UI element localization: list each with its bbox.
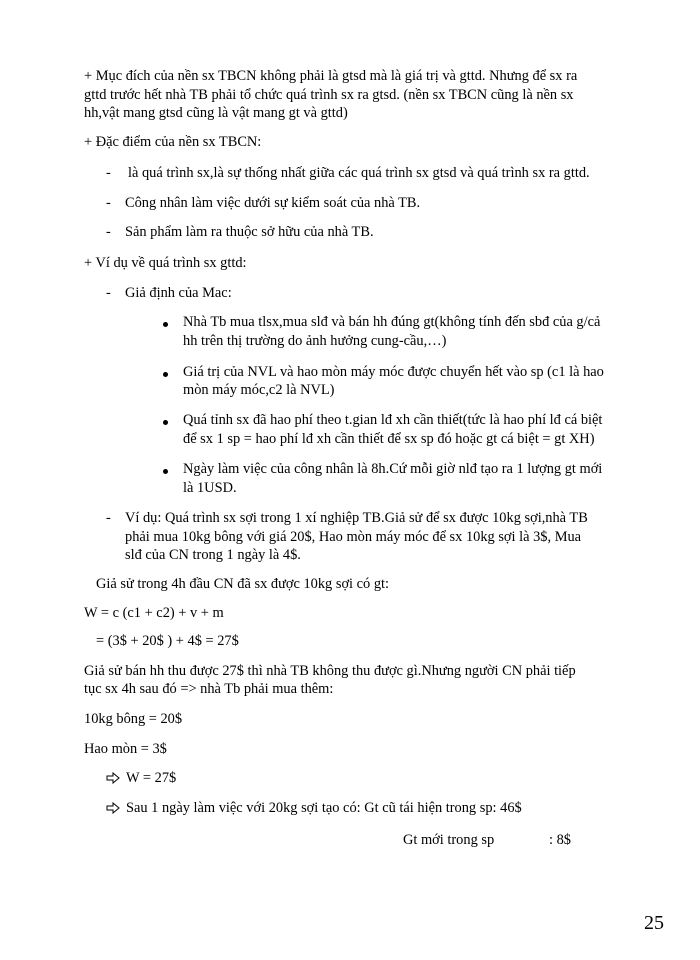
- bullet-icon: [163, 372, 168, 377]
- text-line: Hao mòn = 3$: [84, 741, 167, 757]
- bullet-icon: [163, 420, 168, 425]
- text-line: hh,vật mang gtsd cũng là vật mang gt và gttd): [84, 105, 348, 121]
- bullet-text: Giá trị của NVL và hao mòn máy móc được chuyển hết vào sp (c1 là hao: [183, 364, 604, 380]
- text-line: Sau 1 ngày làm việc với 20kg sợi tạo có: Gt cũ tái hiện trong sp: 46$: [126, 800, 522, 816]
- dash-marker: -: [106, 195, 111, 211]
- dash-marker: -: [106, 224, 111, 240]
- text-line: Gt mới trong sp: [403, 832, 495, 848]
- text-line: 10kg bông = 20$: [84, 711, 183, 727]
- list-item: là quá trình sx,là sự thống nhất giữa các quá trình sx gtsd và quá trình sx ra gttd.: [128, 165, 590, 181]
- bullet-text: Nhà Tb mua tlsx,mua slđ và bán hh đúng gt(không tính đến sbđ của g/cả: [183, 314, 601, 330]
- bullet-text: hh trên thị trường do ảnh hưởng cung-cầu,…): [183, 333, 447, 349]
- example-text: Ví dụ: Quá trình sx sợi trong 1 xí nghiệp TB.Giả sử để sx được 10kg sợi,nhà TB: [125, 510, 588, 526]
- bullet-text: mòn máy móc,c2 là NVL): [183, 382, 335, 398]
- text-line: Giả sử trong 4h đầu CN đã sx được 10kg sợi có gt:: [96, 576, 390, 592]
- example-text: phải mua 10kg bông với giá 20$, Hao mòn máy móc để sx 10kg sợi là 3$, Mua: [125, 529, 582, 545]
- arrow-right-icon: [106, 772, 120, 784]
- list-item: Sản phẩm làm ra thuộc sở hữu của nhà TB.: [125, 224, 374, 240]
- dash-marker: -: [106, 510, 111, 526]
- bullet-icon: [163, 322, 168, 327]
- page-number: 25: [644, 912, 664, 934]
- value: : 8$: [549, 832, 571, 848]
- text-line: W = 27$: [126, 770, 177, 786]
- formula: W = c (c1 + c2) + v + m: [84, 605, 224, 621]
- section-heading: + Ví dụ về quá trình sx gttd:: [84, 255, 247, 271]
- bullet-text: Ngày làm việc của công nhân là 8h.Cứ mỗi giờ nlđ tạo ra 1 lượng gt mới: [183, 461, 603, 477]
- section-heading: + Đặc điểm của nền sx TBCN:: [84, 134, 262, 150]
- formula-values: = (3$ + 20$ ) + 4$ = 27$: [96, 633, 239, 649]
- list-item: Giả định của Mac:: [125, 285, 232, 301]
- dash-marker: -: [106, 165, 111, 181]
- example-text: slđ của CN trong 1 ngày là 4$.: [125, 547, 301, 563]
- list-item: Công nhân làm việc dưới sự kiểm soát của nhà TB.: [125, 195, 421, 211]
- bullet-text: là 1USD.: [183, 480, 237, 496]
- text-line: tục sx 4h sau đó => nhà Tb phải mua thêm:: [84, 681, 334, 697]
- bullet-text: để sx 1 sp = hao phí lđ xh cần thiết để sx sp đó hoặc gt cá biệt = gt XH): [183, 431, 595, 447]
- text-line: Giả sử bán hh thu được 27$ thì nhà TB không thu được gì.Nhưng người CN phải tiếp: [84, 663, 576, 679]
- arrow-right-icon: [106, 802, 120, 814]
- bullet-text: Quá tỉnh sx đã hao phí theo t.gian lđ xh cần thiết(tức là hao phí lđ cá biệt: [183, 412, 603, 428]
- bullet-icon: [163, 469, 168, 474]
- text-line: + Mục đích của nền sx TBCN không phải là gtsd mà là giá trị và gttd. Nhưng để sx ra: [84, 68, 578, 84]
- text-line: gttd trước hết nhà TB phải tổ chức quá trình sx ra gtsd. (nền sx TBCN cũng là nền sx: [84, 87, 574, 103]
- dash-marker: -: [106, 285, 111, 301]
